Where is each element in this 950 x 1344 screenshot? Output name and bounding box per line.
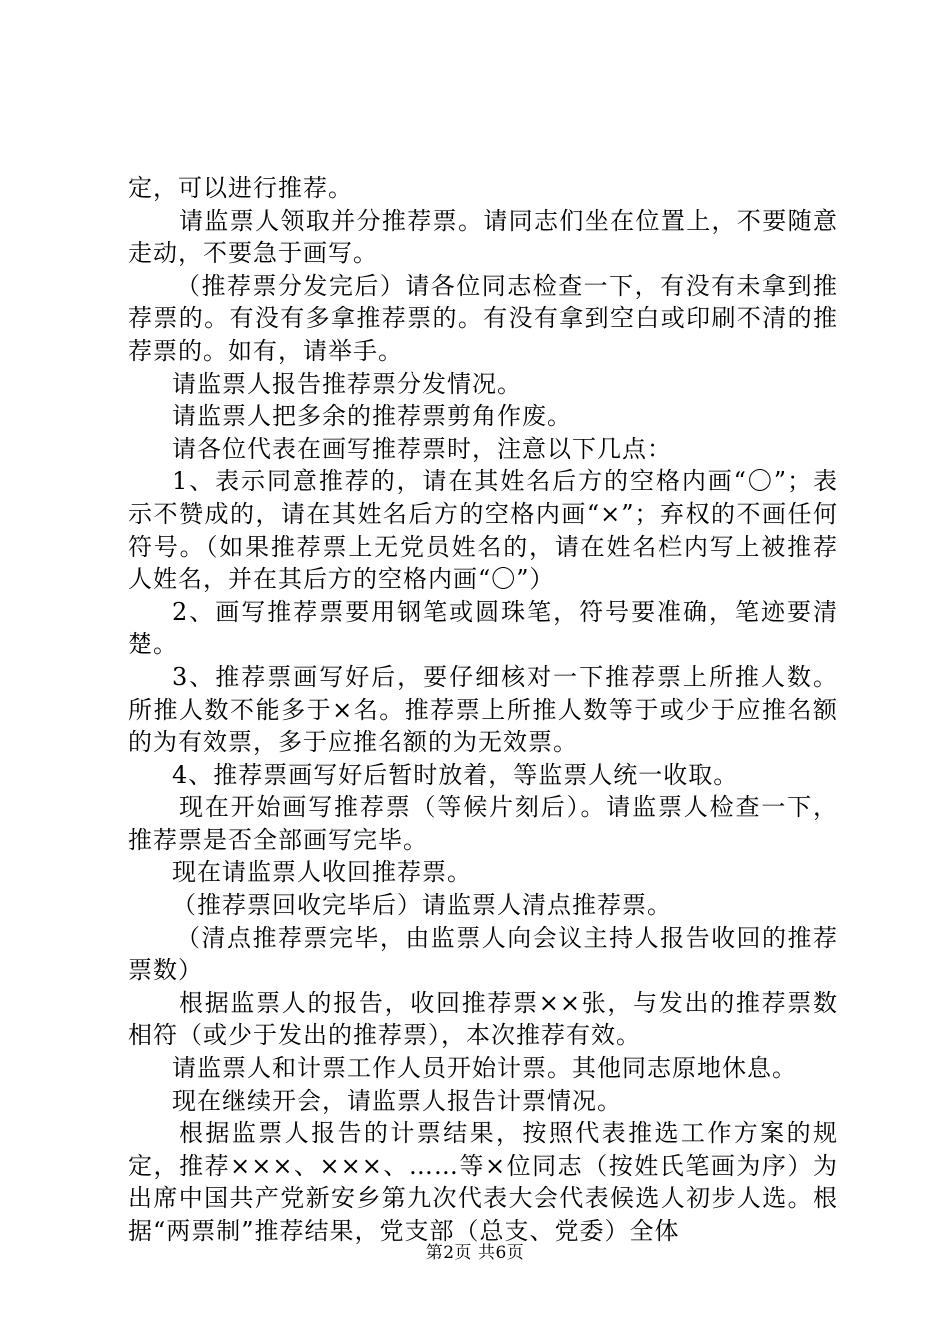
paragraph: 1、表示同意推荐的，请在其姓名后方的空格内画“〇”；表示不赞成的，请在其姓名后方的空格内画“×”；弃权的不画任何符号。（如果推荐票上无党员姓名的，请在姓名栏内写上被推荐人姓名，并在其后方的空格内画“〇”） <box>128 467 838 594</box>
document-body <box>128 172 838 1248</box>
paragraph: 定，可以进行推荐。 <box>128 174 353 202</box>
paragraph: 根据监票人的报告，收回推荐票××张，与发出的推荐票数相符（或少于发出的推荐票），本次推荐有效。 <box>128 988 838 1050</box>
paragraph: 请监票人把多余的推荐票剪角作废。 <box>172 402 572 431</box>
paragraph: 4、推荐票画写好后暂时放着，等监票人统一收取。 <box>172 760 739 789</box>
paragraph: 现在开始画写推荐票（等候片刻后）。请监票人检查一下，推荐票是否全部画写完毕。 <box>128 793 838 854</box>
paragraph: 现在请监票人收回推荐票。 <box>172 858 472 887</box>
paragraph: 请监票人领取并分推荐票。请同志们坐在位置上，不要随意走动，不要急于画写。 <box>128 206 838 268</box>
paragraph: 请监票人报告推荐票分发情况。 <box>172 369 522 398</box>
paragraph: 请监票人和计票工作人员开始计票。其他同志原地休息。 <box>172 1054 797 1083</box>
paragraph: （清点推荐票完毕，由监票人向会议主持人报告收回的推荐票数） <box>128 923 838 985</box>
paragraph: 根据监票人报告的计票结果，按照代表推选工作方案的规定，推荐×××、×××、……等×位同志（按姓氏笔画为序）为出席中国共产党新安乡第九次代表大会代表候选人初步人选。根据“两票制”推荐结果，党支部（总支、党委）全体 <box>128 1119 838 1245</box>
paragraph: 请各位代表在画写推荐票时，注意以下几点： <box>172 434 672 463</box>
paragraph: 3、推荐票画写好后，要仔细核对一下推荐票上所推人数。所推人数不能多于×名。推荐票上所推人数等于或少于应推名额的为有效票，多于应推名额的为无效票。 <box>128 662 838 757</box>
page-footer: 第2页 共6页 <box>425 1243 525 1263</box>
paragraph: （推荐票分发完后）请各位同志检查一下，有没有未拿到推荐票的。有没有多拿推荐票的。有没有拿到空白或印刷不清的推荐票的。如有，请举手。 <box>128 271 838 365</box>
paragraph: （推荐票回收完毕后）请监票人清点推荐票。 <box>172 891 672 920</box>
paragraph: 现在继续开会，请监票人报告计票情况。 <box>172 1086 622 1115</box>
paragraph: 2、画写推荐票要用钢笔或圆珠笔，符号要准确，笔迹要清楚。 <box>128 597 838 659</box>
